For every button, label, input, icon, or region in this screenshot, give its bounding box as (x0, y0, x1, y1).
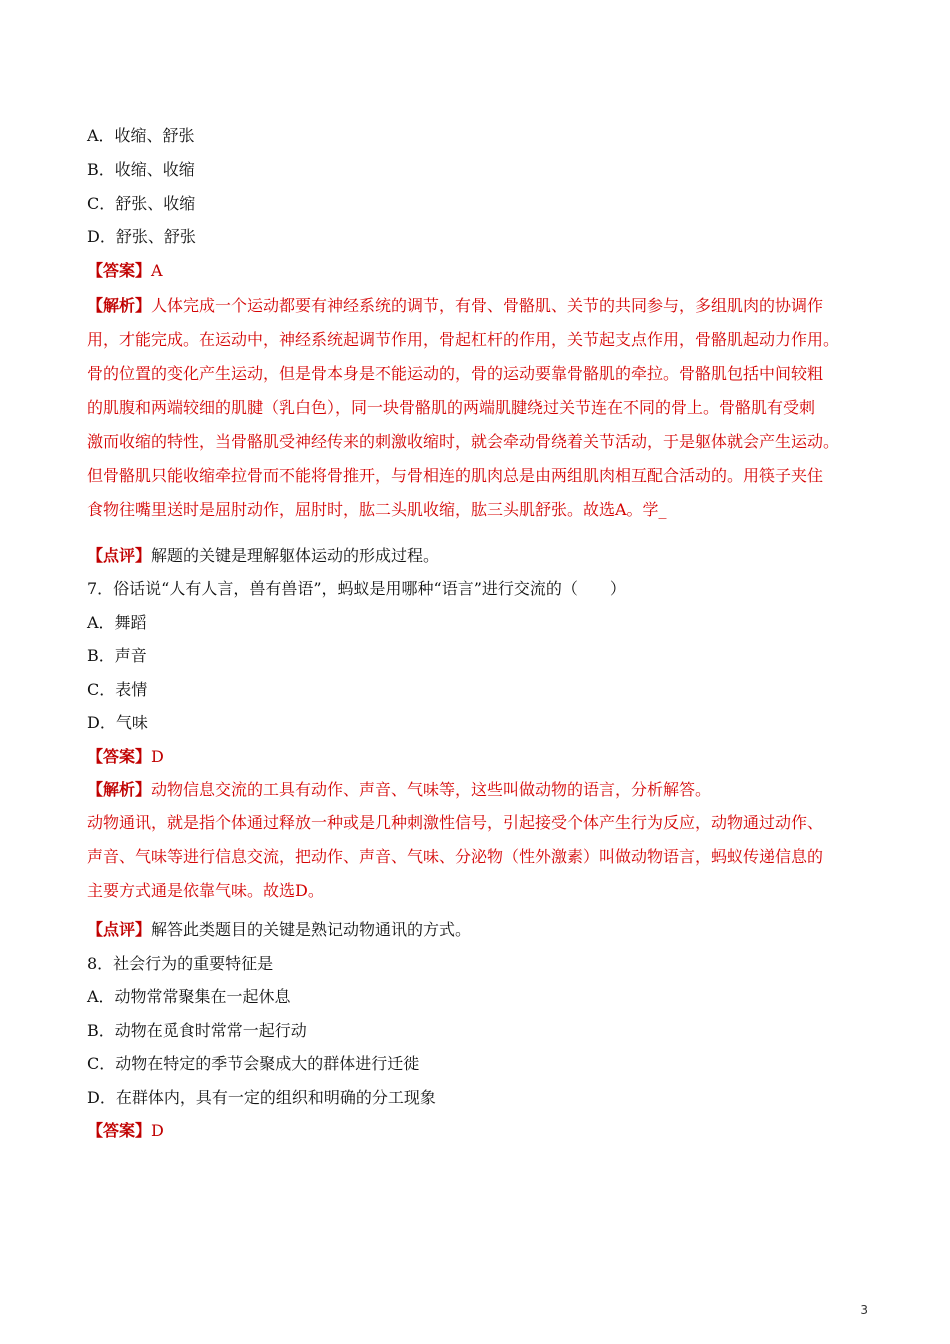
answer-tag: 【答案】 (87, 261, 152, 280)
analysis-text: 人体完成一个运动都要有神经系统的调节，有骨、骨骼肌、关节的共同参与，多组肌肉的协调作 (151, 296, 824, 315)
q8-option-a: A．动物常常聚集在一起休息 (87, 987, 291, 1006)
q6-option-c: C．舒张、收缩 (87, 194, 196, 213)
comment-text: 解答此类题目的关键是熟记动物通讯的方式。 (151, 920, 472, 939)
q6-option-b: B．收缩、收缩 (87, 160, 195, 179)
answer-value: A (151, 261, 163, 280)
analysis-line-4: 的肌腹和两端较细的肌腱（乳白色），同一块骨骼肌的两端肌腱绕过关节连在不同的骨上。骨骼肌有受刺 (87, 398, 816, 417)
analysis-line-1: 动物通讯，就是指个体通过释放一种或是几种刺激性信号，引起接受个体产生行为反应，动物通过动作、 (87, 813, 824, 832)
analysis-line-3: 主要方式通是依靠气味。故选D。 (87, 881, 324, 900)
q7-option-c: C．表情 (87, 680, 148, 699)
answer-value: D (151, 1121, 164, 1140)
comment-tag: 【点评】 (87, 920, 152, 939)
analysis-line-2: 声音、气味等进行信息交流，把动作、声音、气味、分泌物（性外激素）叫做动物语言，蚂蚁传递信息的 (87, 847, 824, 866)
q6-comment (87, 545, 439, 567)
q7-question: 7．俗话说“人有人言，兽有兽语”，蚂蚁是用哪种“语言”进行交流的（ ） (87, 579, 626, 598)
q6-option-d: D．舒张、舒张 (87, 227, 196, 246)
analysis-line-2: 用，才能完成。在运动中，神经系统起调节作用，骨起杠杆的作用，关节起支点作用，骨骼肌起动力作用。 (87, 330, 840, 349)
analysis-tag: 【解析】 (87, 296, 152, 315)
analysis-line-7: 食物往嘴里送时是屈肘动作，屈肘时，肱二头肌收缩，肱三头肌舒张。故选A。学_ (87, 500, 667, 519)
q7-analysis (87, 806, 877, 908)
q6-option-a: A．收缩、舒张 (87, 126, 195, 145)
q8-answer (87, 1120, 164, 1142)
analysis-text: 动物信息交流的工具有动作、声音、气味等，这些叫做动物的语言，分析解答。 (151, 780, 712, 799)
q7-option-d: D．气味 (87, 713, 148, 732)
answer-tag: 【答案】 (87, 747, 152, 766)
page-number: 3 (860, 1303, 868, 1317)
analysis-line-5: 激而收缩的特性，当骨骼肌受神经传来的刺激收缩时，就会牵动骨绕着关节活动，于是躯体就会产生运动。 (87, 432, 840, 451)
q7-option-b: B．声音 (87, 646, 147, 665)
answer-tag: 【答案】 (87, 1121, 152, 1140)
analysis-line-1 (87, 289, 877, 323)
comment-text: 解题的关键是理解躯体运动的形成过程。 (151, 546, 440, 565)
q6-answer (87, 260, 163, 282)
analysis-tag: 【解析】 (87, 780, 152, 799)
q8-option-d: D．在群体内，具有一定的组织和明确的分工现象 (87, 1088, 436, 1107)
answer-value: D (151, 747, 164, 766)
q6-analysis (87, 289, 877, 527)
q7-answer (87, 746, 164, 768)
comment-tag: 【点评】 (87, 546, 152, 565)
q7-option-a: A．舞蹈 (87, 613, 147, 632)
q8-question: 8．社会行为的重要特征是 (87, 954, 274, 973)
analysis-line-3: 骨的位置的变化产生运动，但是骨本身是不能运动的，骨的运动要靠骨骼肌的牵拉。骨骼肌包括中间较粗 (87, 364, 824, 383)
q8-option-c: C．动物在特定的季节会聚成大的群体进行迁徙 (87, 1054, 420, 1073)
q7-comment (87, 919, 471, 941)
q7-analysis-first (87, 779, 711, 801)
analysis-line-6: 但骨骼肌只能收缩牵拉骨而不能将骨推开，与骨相连的肌肉总是由两组肌肉相互配合活动的。用筷子夹住 (87, 466, 824, 485)
q8-option-b: B．动物在觅食时常常一起行动 (87, 1021, 307, 1040)
